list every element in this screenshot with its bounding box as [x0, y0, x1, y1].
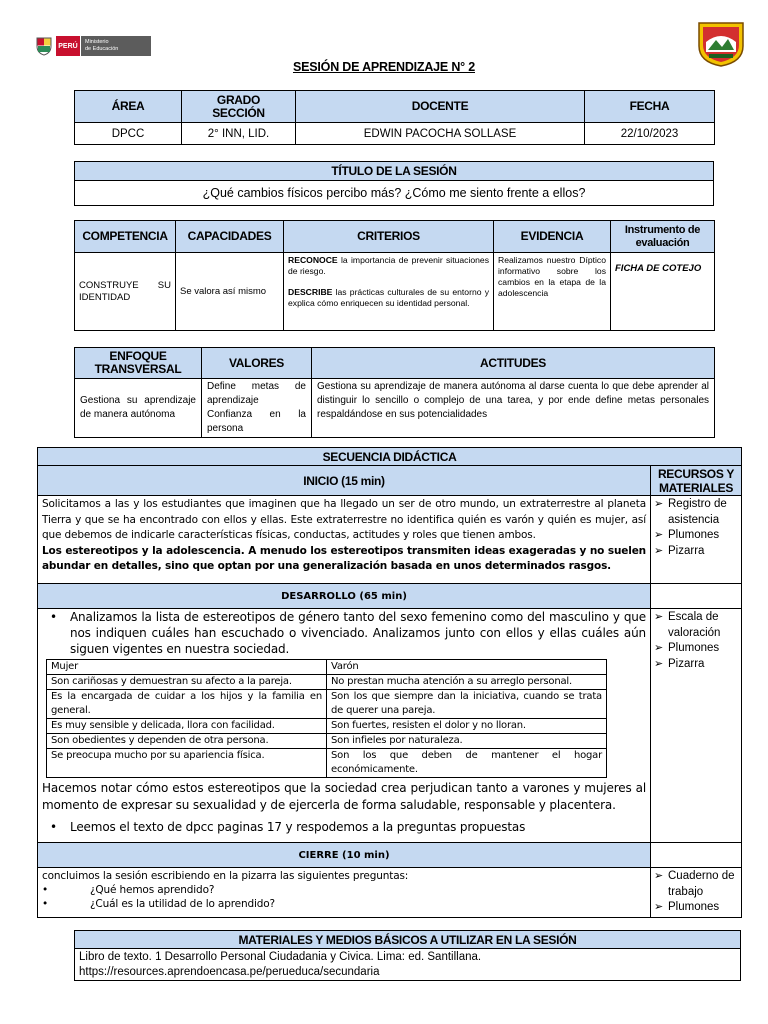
secuencia-header: SECUENCIA DIDÁCTICA: [38, 448, 742, 466]
varon-cell: Son infieles por naturaleza.: [327, 734, 607, 749]
peru-label: PERÚ: [56, 36, 80, 56]
resource-item: [654, 544, 738, 560]
capacidades-header: CAPACIDADES: [176, 221, 284, 253]
desarrollo-header-spacer: [651, 584, 742, 609]
cierre-question-text: ¿Qué hemos aprendido?: [90, 884, 215, 896]
bullet-dot-icon: •: [50, 610, 57, 624]
resource-item: [654, 869, 738, 900]
resource-label: Registro de asistencia: [668, 498, 727, 526]
docente-value: EDWIN PACOCHA SOLLASE: [296, 123, 585, 145]
mujer-cell: Se preocupa mucho por su apariencia física.: [47, 749, 327, 778]
table-row: [47, 719, 607, 734]
resource-label: Plumones: [668, 642, 720, 654]
stereotypes-table: [46, 659, 607, 778]
evidencia-value: Realizamos nuestro Díptico informativo sobre los cambios en la etapa de la adolescencia: [494, 253, 611, 331]
mujer-cell: Son cariñosas y demuestran su afecto a la pareja.: [47, 675, 327, 690]
grado-header-text: GRADO: [216, 92, 261, 107]
actitudes-header: ACTITUDES: [312, 348, 715, 379]
criterios-value: [284, 253, 494, 331]
table-row: [47, 749, 607, 778]
varon-cell: Son los que siempre dan la iniciativa, cuando se trata de querer una pareja.: [327, 690, 607, 719]
resource-item: [654, 497, 738, 528]
arrow-bullet-icon: ➢: [654, 544, 664, 557]
valores-header: VALORES: [202, 348, 312, 379]
peru-coat-of-arms-icon: [34, 35, 54, 57]
resource-label: Pizarra: [668, 657, 705, 670]
inicio-text: Solicitamos a las y los estudiantes que imaginen que ha llegado un ser de otro mundo, un extraterrestre al planeta Tierra y que se ha encontrado con ellos y ellas. Este extraterrestre no identifica quién es varón y quién es mujer, así que debemos de indicarle características físicas, conductas, actitudes y roles que tienen ambos.: [42, 498, 646, 541]
grado-value: 2° INN, LID.: [182, 123, 296, 145]
criterio-2-verb: DESCRIBE: [288, 287, 333, 297]
table-row: [47, 734, 607, 749]
enfoque-table: [74, 347, 715, 438]
recursos-header: RECURSOS Y MATERIALES: [651, 466, 742, 496]
cierre-question-text: ¿Cuál es la utilidad de lo aprendido?: [90, 898, 275, 910]
arrow-bullet-icon: ➢: [654, 498, 664, 510]
mujer-cell: Son obedientes y dependen de otra persona.: [47, 734, 327, 749]
criterio-2: [288, 287, 489, 309]
ministry-label: [81, 36, 151, 56]
cierre-question: [42, 883, 646, 897]
ministry-label-line2: de Educación: [85, 45, 119, 52]
bullet-dot-icon: •: [42, 884, 49, 896]
bullet-dot-icon: •: [50, 820, 57, 834]
resource-item: [654, 610, 738, 641]
desarrollo-paragraph: Hacemos notar cómo estos estereotipos que la sociedad crea perjudican tanto a varones y mujeres al momento de expresar su sexualidad y de ejercerla de forma saludable, responsable y placentera.: [42, 781, 646, 812]
resource-label: Pizarra: [668, 544, 705, 557]
table-row: [47, 675, 607, 690]
document-title: SESIÓN DE APRENDIZAJE N° 2: [292, 60, 475, 74]
cierre-content: [38, 868, 651, 918]
area-value: DPCC: [75, 123, 182, 145]
resource-item: [654, 641, 738, 657]
evidencia-header: EVIDENCIA: [494, 221, 611, 253]
criterio-1-verb: RECONOCE: [288, 255, 338, 265]
resource-item: [654, 900, 738, 916]
cierre-header-spacer: [651, 843, 742, 868]
resource-label: Cuaderno de trabajo: [668, 870, 735, 898]
desarrollo-bullet-2: [42, 819, 646, 835]
arrow-bullet-icon: ➢: [654, 529, 664, 541]
session-title-table: [74, 161, 714, 206]
varon-cell: Son los que deben de mantener el hogar económicamente.: [327, 749, 607, 778]
docente-header: DOCENTE: [296, 91, 585, 123]
desarrollo-bullet-2-text: Leemos el texto de dpcc paginas 17 y respodemos a la preguntas propuestas: [70, 820, 526, 834]
capacidad-value: Se valora así mismo: [176, 253, 284, 331]
inicio-bold-text: Los estereotipos y la adolescencia. A menudo los estereotipos transmiten ideas exageradas y no suelen abundar en detalles, sino que optan por una generalización basada en unos determinados rasgos.: [42, 544, 646, 572]
secuencia-table: [37, 447, 742, 918]
materiales-line-1: Libro de texto. 1 Desarrollo Personal Ciudadania y Civica. Lima: ed. Santillana.: [79, 951, 482, 963]
varon-cell: Son fuertes, resisten el dolor y no lloran.: [327, 719, 607, 734]
mujer-cell: Es la encargada de cuidar a los hijos y la familia en general.: [47, 690, 327, 719]
desarrollo-header: DESARROLLO (65 min): [38, 584, 651, 609]
grado-header: [182, 91, 296, 123]
materiales-value: [75, 949, 741, 981]
table-row: [47, 690, 607, 719]
bullet-dot-icon: •: [42, 898, 49, 910]
session-title-value: ¿Qué cambios físicos percibo más? ¿Cómo me siento frente a ellos?: [75, 181, 714, 206]
enfoque-value: Gestiona su aprendizaje de manera autónoma: [75, 379, 202, 438]
enfoque-header: ENFOQUE TRANSVERSAL: [75, 348, 202, 379]
actitudes-value: Gestiona su aprendizaje de manera autónoma al darse cuenta lo que debe aprender al distinguir lo sencillo o complejo de una tarea, y por ende define metas personales respaldándose en sus potencialidades: [312, 379, 715, 438]
mujer-header: Mujer: [47, 660, 327, 675]
arrow-bullet-icon: ➢: [654, 642, 664, 654]
materiales-link[interactable]: https://resources.aprendoencasa.pe/perueduca/secundaria: [79, 965, 380, 978]
desarrollo-bullet-1: [42, 609, 646, 657]
session-title-header: TÍTULO DE LA SESIÓN: [75, 162, 714, 181]
resource-label: Plumones: [668, 901, 720, 913]
criterios-header: CRITERIOS: [284, 221, 494, 253]
varon-header: Varón: [327, 660, 607, 675]
arrow-bullet-icon: ➢: [654, 657, 664, 670]
seccion-header-text: SECCIÓN: [212, 105, 265, 120]
competencia-header: COMPETENCIA: [75, 221, 176, 253]
materiales-table: [74, 930, 741, 981]
session-info-table: [74, 90, 715, 145]
arrow-bullet-icon: ➢: [654, 870, 664, 882]
arrow-bullet-icon: ➢: [654, 901, 664, 913]
desarrollo-content: [38, 609, 651, 843]
resource-label: Plumones: [668, 529, 720, 541]
criterio-1-text: la importancia de prevenir situaciones de riesgo.: [288, 255, 489, 276]
criterio-2-text: las prácticas culturales de su entorno y explica cómo enriquecen su identidad personal.: [288, 287, 489, 308]
area-header: ÁREA: [75, 91, 182, 123]
ministry-label-line1: Ministerio: [85, 39, 109, 45]
instrumento-header: Instrumento de evaluación: [611, 221, 715, 253]
fecha-value: 22/10/2023: [585, 123, 715, 145]
desarrollo-resources: [651, 609, 742, 843]
cierre-header: CIERRE (10 min): [38, 843, 651, 868]
materiales-header: MATERIALES Y MEDIOS BÁSICOS A UTILIZAR EN LA SESIÓN: [75, 931, 741, 949]
cierre-question: [42, 897, 646, 911]
cierre-intro: concluimos la sesión escribiendo en la pizarra las siguientes preguntas:: [42, 870, 409, 882]
competencia-value: CONSTRUYE SU IDENTIDAD: [75, 253, 176, 331]
arrow-bullet-icon: ➢: [654, 611, 664, 623]
desarrollo-bullet-1-text: Analizamos la lista de estereotipos de género tanto del sexo femenino como del masculino y que nos indiquen cuáles han escuchado o vivenciado. Analizamos junto con ellos y ellas cuáles aún siguen vigentes en nuestra sociedad.: [70, 610, 646, 656]
ministry-logo: [34, 34, 152, 58]
resource-label: Escala de valoración: [668, 611, 721, 639]
mujer-cell: Es muy sensible y delicada, llora con facilidad.: [47, 719, 327, 734]
resource-item: [654, 528, 738, 544]
criterio-1: [288, 255, 489, 277]
valores-value: Define metas de aprendizaje Confianza en la persona: [202, 379, 312, 438]
cierre-resources: [651, 868, 742, 918]
instrumento-value: FICHA DE COTEJO: [611, 253, 715, 331]
varon-cell: No prestan mucha atención a su arreglo personal.: [327, 675, 607, 690]
inicio-header: INICIO (15 min): [38, 466, 651, 496]
resource-item: [654, 657, 738, 673]
inicio-resources: [651, 496, 742, 584]
fecha-header: FECHA: [585, 91, 715, 123]
inicio-content: [38, 496, 651, 584]
competencias-table: [74, 220, 715, 331]
